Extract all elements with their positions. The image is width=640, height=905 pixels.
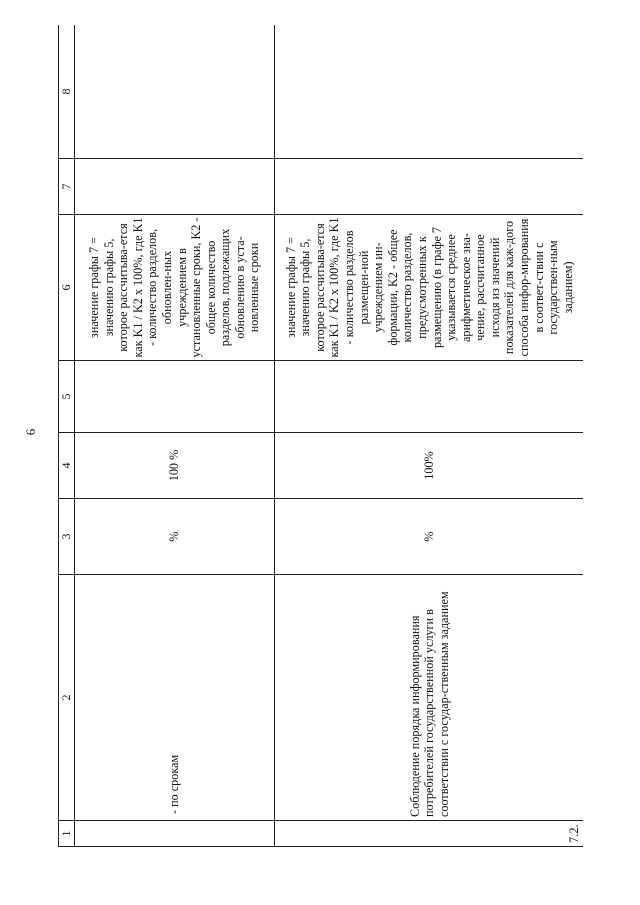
col5-cell bbox=[75, 361, 275, 433]
table-header-row bbox=[59, 25, 75, 847]
indicator-name-cell: - по срокам bbox=[75, 575, 275, 821]
header-cell-3: 3 bbox=[59, 499, 75, 575]
col8-cell bbox=[75, 25, 275, 159]
header-cell-8: 8 bbox=[59, 25, 75, 159]
col7-cell bbox=[275, 159, 584, 215]
page-number: 6 bbox=[23, 428, 38, 436]
col7-cell bbox=[75, 159, 275, 215]
report-table bbox=[58, 25, 583, 847]
header-cell-2: 2 bbox=[59, 575, 75, 821]
unit-cell: % bbox=[275, 499, 584, 575]
table-row bbox=[75, 25, 275, 847]
header-cell-5: 5 bbox=[59, 361, 75, 433]
table-container bbox=[58, 25, 583, 847]
row-number-cell: 7.2. bbox=[275, 821, 584, 847]
calculation-method-cell: значение графы 7 = значению графы 5, которое рассчитыва-ется как K1 / K2 x 100%, где K1 - количество разделов размещен-ной учреждением ин-формации, K2 - общее количество разделов, предусмотренных к размещению (в графе 7 указывается среднее арифметическое зна-чение, рассчитанное исходя из значений показателей для каж-дого способа инфор-мирования в соответ-ствии с государствен-ным заданием) bbox=[275, 215, 584, 361]
row-number-cell bbox=[75, 821, 275, 847]
header-cell-6: 6 bbox=[59, 215, 75, 361]
col8-cell bbox=[275, 25, 584, 159]
target-value-cell: 100% bbox=[275, 433, 584, 499]
table-row bbox=[275, 25, 584, 847]
header-cell-4: 4 bbox=[59, 433, 75, 499]
header-cell-7: 7 bbox=[59, 159, 75, 215]
indicator-name-cell: Соблюдение порядка информирования потребителей государственной услуги в соответствии с государ-ственным заданием bbox=[275, 575, 584, 821]
col5-cell bbox=[275, 361, 584, 433]
header-cell-1: 1 bbox=[59, 821, 75, 847]
rotated-table-frame bbox=[58, 25, 583, 847]
calculation-method-cell: значение графы 7 = значению графы 5, которое рассчитыва-ется как K1 / K2 x 100%, где K1 - количество разделов, обновлен-ных учреждением в установленные сроки, K2 - общее количество разделов, подлежащих обновлению в уста-новленные сроки bbox=[75, 215, 275, 361]
unit-cell: % bbox=[75, 499, 275, 575]
target-value-cell: 100 % bbox=[75, 433, 275, 499]
